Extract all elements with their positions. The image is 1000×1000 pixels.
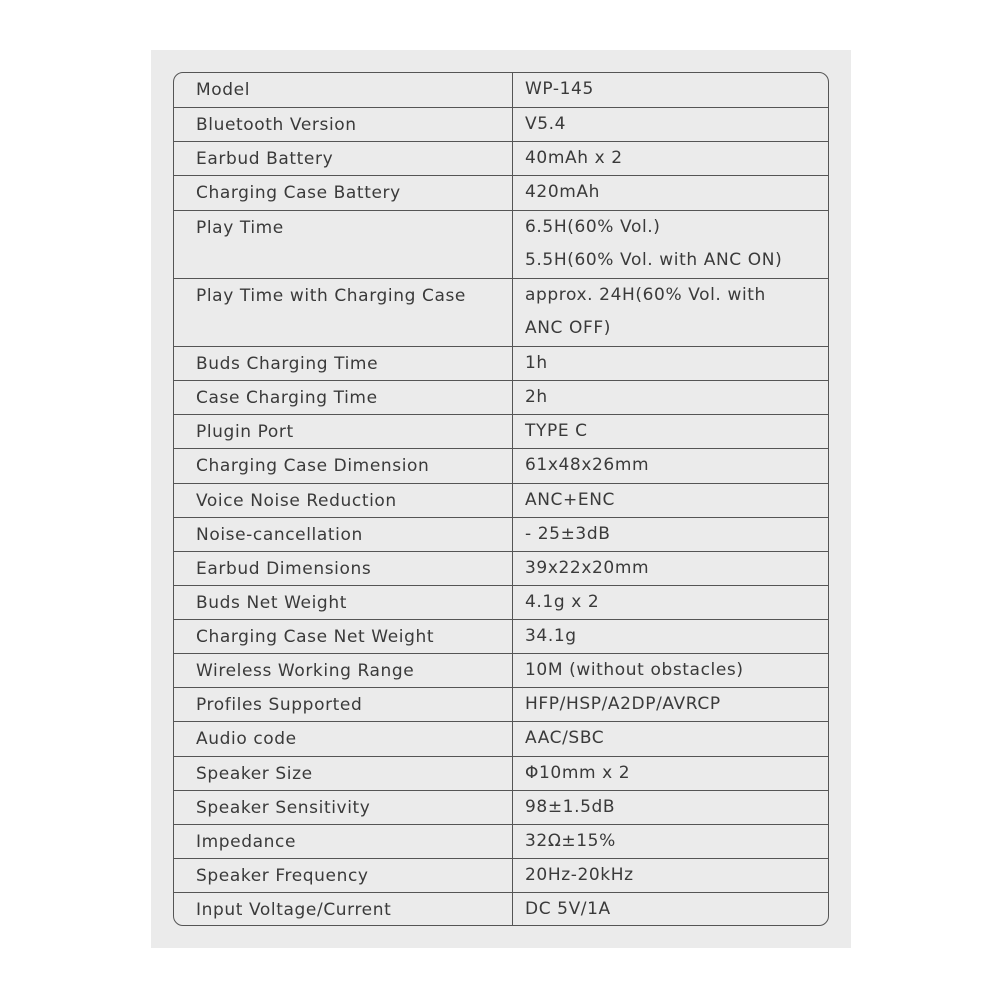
- spec-value: [513, 172, 828, 209]
- spec-value-line: 40mAh x 2: [525, 148, 623, 169]
- spec-row: [174, 210, 828, 278]
- spec-value: [513, 821, 828, 858]
- spec-label: Earbud Dimensions: [174, 552, 513, 585]
- spec-label: Speaker Size: [174, 757, 513, 790]
- spec-value-line: ANC OFF): [525, 317, 611, 338]
- spec-card: [151, 50, 851, 948]
- spec-value-line: WP-145: [525, 79, 594, 99]
- spec-label: Bluetooth Version: [174, 108, 513, 141]
- spec-value-line: 61x48x26mm: [525, 455, 650, 476]
- spec-value-line: TYPE C: [525, 421, 588, 442]
- spec-row: [174, 653, 828, 687]
- spec-label: Impedance: [174, 825, 513, 858]
- spec-row: [174, 892, 828, 926]
- spec-label: Play Time: [174, 211, 513, 278]
- spec-value: [513, 411, 828, 448]
- spec-row: [174, 278, 828, 346]
- spec-row: [174, 619, 828, 653]
- spec-row: [174, 141, 828, 175]
- spec-row: [174, 517, 828, 551]
- spec-value-line: 1h: [525, 353, 548, 373]
- spec-value: [513, 718, 828, 755]
- spec-row: [174, 483, 828, 517]
- spec-value: [513, 514, 828, 551]
- spec-row: [174, 346, 828, 380]
- spec-label: Input Voltage/Current: [174, 893, 513, 926]
- spec-row: [174, 824, 828, 858]
- spec-label: Noise-cancellation: [174, 518, 513, 551]
- spec-value-line: approx. 24H(60% Vol. with: [525, 284, 766, 305]
- spec-value-line: - 25±3dB: [525, 523, 611, 544]
- spec-value: [513, 582, 828, 619]
- spec-label: Plugin Port: [174, 415, 513, 448]
- spec-value: [513, 650, 828, 687]
- spec-label: Model: [174, 73, 513, 107]
- spec-row: [174, 756, 828, 790]
- spec-value-line: 10M (without obstacles): [525, 660, 744, 681]
- spec-value: [513, 480, 828, 517]
- spec-label: Charging Case Battery: [174, 176, 513, 209]
- spec-label: Case Charging Time: [174, 381, 513, 414]
- spec-value-line: V5.4: [525, 114, 567, 135]
- spec-value-line: 2h: [525, 387, 548, 408]
- spec-value: [513, 207, 828, 278]
- spec-value-line: 420mAh: [525, 182, 601, 203]
- spec-row: [174, 175, 828, 209]
- spec-value: [513, 616, 828, 653]
- spec-value-line: 20Hz-20kHz: [525, 864, 634, 885]
- spec-value: [513, 548, 828, 585]
- spec-value: [513, 855, 828, 892]
- spec-value-line: DC 5V/1A: [525, 899, 611, 919]
- spec-value: [513, 889, 828, 926]
- spec-label: Speaker Sensitivity: [174, 791, 513, 824]
- spec-row: [174, 414, 828, 448]
- spec-value-line: 39x22x20mm: [525, 557, 650, 578]
- spec-value-line: 5.5H(60% Vol. with ANC ON): [525, 249, 783, 270]
- spec-label: Profiles Supported: [174, 688, 513, 721]
- spec-label: Buds Net Weight: [174, 586, 513, 619]
- spec-value-line: AAC/SBC: [525, 728, 605, 749]
- spec-value-line: 4.1g x 2: [525, 591, 600, 612]
- spec-label: Charging Case Net Weight: [174, 620, 513, 653]
- spec-label: Speaker Frequency: [174, 859, 513, 892]
- spec-value: [513, 445, 828, 482]
- spec-label: Earbud Battery: [174, 142, 513, 175]
- spec-row: [174, 448, 828, 482]
- spec-label: Audio code: [174, 722, 513, 755]
- spec-row: [174, 551, 828, 585]
- spec-row: [174, 585, 828, 619]
- spec-value-line: Φ10mm x 2: [525, 762, 631, 783]
- spec-value-line: 32Ω±15%: [525, 830, 616, 851]
- spec-value-line: 98±1.5dB: [525, 796, 616, 817]
- spec-value: [513, 104, 828, 141]
- spec-label: Charging Case Dimension: [174, 449, 513, 482]
- spec-value: [513, 138, 828, 175]
- spec-label: Voice Noise Reduction: [174, 484, 513, 517]
- spec-value-line: ANC+ENC: [525, 489, 615, 510]
- spec-label: Buds Charging Time: [174, 347, 513, 380]
- spec-label: Play Time with Charging Case: [174, 279, 513, 346]
- spec-row: [174, 790, 828, 824]
- spec-row: [174, 858, 828, 892]
- spec-value: [513, 275, 828, 346]
- spec-value-line: 34.1g: [525, 626, 577, 646]
- spec-label: Wireless Working Range: [174, 654, 513, 687]
- spec-value-line: 6.5H(60% Vol.): [525, 216, 661, 237]
- spec-value-line: HFP/HSP/A2DP/AVRCP: [525, 694, 721, 715]
- spec-value: [513, 343, 828, 380]
- spec-table: [173, 72, 829, 926]
- spec-value: [513, 377, 828, 414]
- spec-value: [513, 72, 828, 107]
- spec-value: [513, 684, 828, 721]
- spec-row: [174, 721, 828, 755]
- spec-row: [174, 107, 828, 141]
- spec-row: [174, 73, 828, 107]
- spec-value: [513, 787, 828, 824]
- spec-row: [174, 687, 828, 721]
- spec-value: [513, 753, 828, 790]
- spec-row: [174, 380, 828, 414]
